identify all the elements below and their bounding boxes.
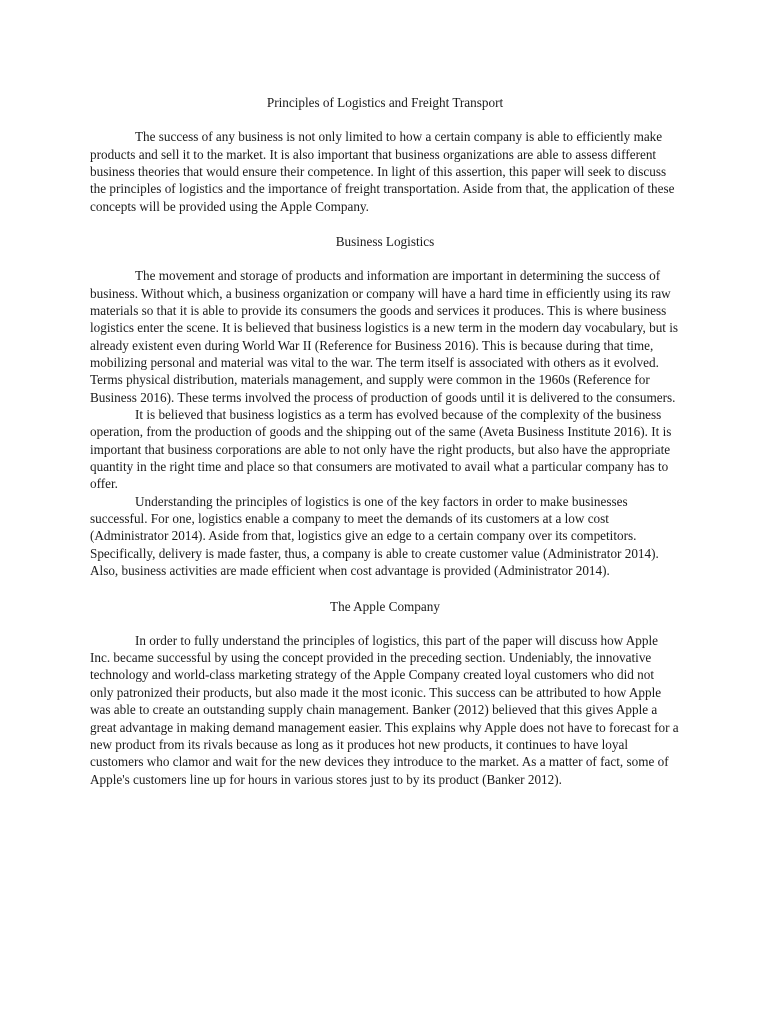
body-paragraph: Understanding the principles of logistics is one of the key factors in order to make businesses successful. For one, logistics enable a company to meet the demands of its customers at a low cost (Administrator 2014). Aside from that, logistics give an edge to a certain company over its competitors. Specifically, delivery is made faster, thus, a company is able to create customer value (Administrator 2014). Also, business activities are made efficient when cost advantage is provided (Administrator 2014). — [90, 493, 659, 579]
body-paragraph: The movement and storage of products and information are important in determining the success of business. Without which, a business organization or company will have a hard time in efficiently using its raw materials so that it is able to provide its consumers the goods and services it produces. This is where business logistics enter the scene. It is believed that business logistics is a new term in the modern day vocabulary, but is already existent even during World War II (Reference for Business 2016). This is because during that time, mobilizing personal and material was vital to the war. The term itself is associated with others as it evolved. Terms physical distribution, materials management, and supply were common in the 1960s (Reference for Business 2016). These terms involved the process of production of goods until it is delivered to the consumers. — [90, 268, 679, 405]
document-title: Principles of Logistics and Freight Transport — [266, 95, 504, 110]
intro-paragraph: The success of any business is not only limited to how a certain company is able to efficiently make products and sell it to the market. It is also important that business organizations are able to assess different business theories that would ensure their competence. In light of this assertion, this paper will seek to discuss the principles of logistics and the importance of freight transportation. Aside from that, the application of these concepts will be provided using the Apple Company. — [90, 129, 675, 214]
body-paragraph: In order to fully understand the principles of logistics, this part of the paper will discuss how Apple Inc. became successful by using the concept provided in the preceding section. Undeniably, the innovative technology and world-class marketing strategy of the Apple Company created loyal customers who did not only patronized their products, but also made it the most iconic. This success can be attributed to how Apple was able to create an outstanding supply chain management. Banker (2012) believed that this gives Apple a great advantage in making demand management easier. This explains why Apple does not have to forecast for a new product from its rivals because as long as it produces hot new products, it continues to have loyal customers who clamor and wait for the new devices they introduce to the market. As a matter of fact, some of Apple's customers line up for hours in various stores just to by its product (Banker 2012). — [90, 632, 679, 787]
body-paragraph: It is believed that business logistics as a term has evolved because of the complexity of the business operation, from the production of goods and the shipping out of the same (Aveta Business Institute 2016). It is important that business corporations are able to not only have the right products, but also have the appropriate quantity in the right time and place so that consumers are motivated to avail what a particular company has to offer. — [90, 407, 672, 492]
section-heading-business-logistics: Business Logistics — [335, 234, 435, 250]
document-page — [90, 94, 680, 788]
section-heading-apple-company: The Apple Company — [330, 598, 440, 614]
